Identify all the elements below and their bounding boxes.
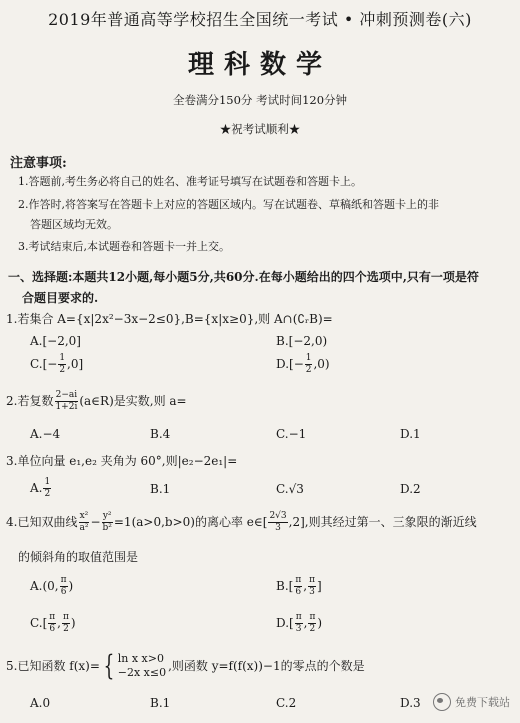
notice-item-2-cont: 答题区域均无效。: [30, 218, 118, 231]
q2-option-a: A.−4: [30, 427, 61, 441]
q1-option-c: C.[− $\frac{1}{2}$ ,0]: [30, 353, 84, 375]
q5-option-b: B.1: [150, 696, 171, 710]
exam-title: 2019年普通高等学校招生全国统一考试 • 冲刺预测卷(六): [48, 10, 472, 29]
q4-option-a: A.(0, $\frac{\pi}{6}$ ): [30, 575, 74, 597]
q1-option-d: D.[− $\frac{1}{2}$ ,0): [276, 353, 330, 375]
notice-item-3: 3.考试结束后,本试题卷和答题卡一并上交。: [18, 240, 230, 253]
question-4-stem-cont: 的倾斜角的取值范围是: [18, 550, 139, 564]
watermark-text: 免费下载站: [455, 696, 510, 709]
brace-glyph: {: [103, 649, 115, 683]
q3-option-a: A. $\frac{1}{2}$: [30, 477, 51, 499]
q5-option-a: A.0: [30, 696, 51, 710]
q4-option-b: B.[ $\frac{\pi}{6}$ , $\frac{\pi}{3}$ ]: [276, 575, 322, 597]
subject-title: 理科数学: [187, 50, 332, 80]
q4-option-c: C.[ $\frac{\pi}{6}$ , $\frac{\pi}{2}$ ): [30, 612, 76, 634]
q3-option-d: D.2: [400, 482, 421, 496]
notice-item-2: 2.作答时,将答案写在答题卡上对应的答题区域内。写在试题卷、草稿纸和答题卡上的非: [18, 198, 439, 211]
notice-heading: 注意事项:: [10, 156, 67, 171]
question-4-stem: 4.已知双曲线 $\frac{\text{x²}}{\text{a²}}$ − $\frac{\text{y²}}{\text{b²}}$ =1(a>0,b>0)的离心率 e∈[ $\frac{2√3}{3}$ ,2],则其经过第一、三象限的渐近线: [6, 511, 477, 533]
wechat-icon: [433, 693, 451, 711]
q5-option-d: D.3: [400, 696, 421, 710]
question-5-stem: 5.已知函数 f(x)= { ln x x>0 −2x x≤0 ,则函数 y=f(f(x))−1的零点的个数是: [6, 649, 365, 683]
section-heading: 一、选择题:本题共12小题,每小题5分,共60分.在每小题给出的四个选项中,只有一项是符: [8, 270, 479, 284]
q2-option-b: B.4: [150, 427, 171, 441]
q2-option-d: D.1: [400, 427, 421, 441]
q1-option-b: B.[−2,0): [276, 334, 328, 348]
question-1-stem: 1.若集合 A={x|2x²−3x−2≤0},B={x|x≥0},则 A∩(∁ᵣB)=: [6, 312, 333, 326]
q5-option-c: C.2: [276, 696, 297, 710]
notice-item-1: 1.答题前,考生务必将自己的姓名、准考证号填写在试题卷和答题卡上。: [18, 175, 362, 188]
question-3-stem: 3.单位向量 e₁,e₂ 夹角为 60°,则|e₂−2e₁|=: [6, 454, 238, 468]
q1-option-a: A.[−2,0]: [30, 334, 81, 348]
q3-option-c: C.√3: [276, 482, 304, 496]
q4-option-d: D.[ $\frac{\pi}{3}$ , $\frac{\pi}{2}$ ): [276, 612, 323, 634]
watermark: [433, 693, 510, 711]
question-2-stem: 2.若复数 $\frac{2-ai}{1+2i}$ (a∈R)是实数,则 a=: [6, 390, 187, 412]
exam-info: 全卷满分150分 考试时间120分钟: [172, 93, 348, 107]
q2-option-c: C.−1: [276, 427, 307, 441]
section-heading-cont: 合题目要求的.: [22, 291, 99, 305]
q3-option-b: B.1: [150, 482, 171, 496]
exam-wish: ★祝考试顺利★: [219, 122, 301, 136]
